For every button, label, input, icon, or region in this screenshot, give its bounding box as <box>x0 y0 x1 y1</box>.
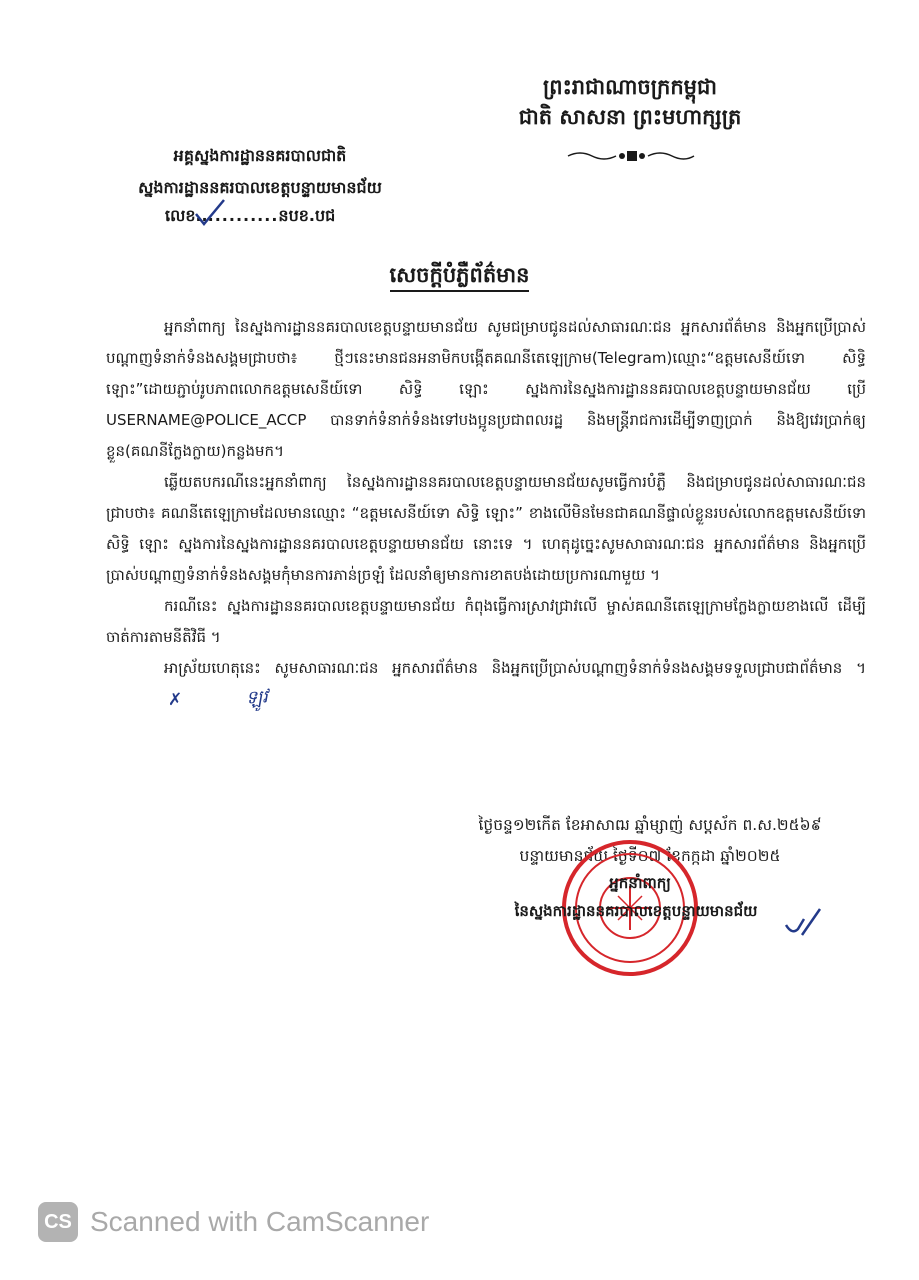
issuing-agency <box>110 140 410 204</box>
paragraph-2: ឆ្លើយតបករណីនេះអ្នកនាំពាក្យ នៃស្នងការដ្ឋាននគរបាលខេត្តបន្ទាយមានជ័យសូមធ្វើការបំភ្លឺ និងជម្រាបជូនដល់សាធារណៈជនជ្រាបថា៖ គណនីតេឡេក្រាមដែលមានឈ្មោះ “ឧត្តមសេនីយ៍ទោ សិទ្ធិ ឡោះ” ខាងលើមិនមែនជាគណនីផ្ទាល់ខ្លួនរបស់លោកឧត្តមសេនីយ៍ទោ សិទ្ធិ ឡោះ ស្នងការនៃស្នងការដ្ឋាននគរបាលខេត្តបន្ទាយមានជ័យ នោះទេ ។ ហេតុដូច្នេះសូមសាធារណៈជន អ្នកសារព័ត៌មាន និងអ្នកប្រើប្រាស់បណ្តាញទំនាក់ទំនងសង្គមកុំមានការភាន់ច្រឡំ ដែលនាំឲ្យមានការខាតបង់ដោយប្រការណាមួយ ។ <box>106 473 866 584</box>
national-motto: ជាតិ សាសនា ព្រះមហាក្សត្រ <box>518 105 742 129</box>
decorative-divider-icon <box>560 146 700 166</box>
handwritten-strike-icon: ✗ <box>168 690 183 710</box>
ref-dots: .......... <box>207 206 279 225</box>
lunar-date: ថ្ងៃចន្ទ១២កើត ខែអាសាឍ ឆ្នាំម្សាញ់ សប្តស័ក ព.ស.២៥៦៩ <box>478 816 822 834</box>
document-title <box>0 262 919 293</box>
paragraph-3: ករណីនេះ ស្នងការដ្ឋាននគរបាលខេត្តបន្ទាយមានជ័យ កំពុងធ្វើការស្រាវជ្រាវលើ ម្ចាស់គណនីតេឡេក្រាមក្លែងក្លាយខាងលើ ដើម្បីចាត់ការតាមនីតិវិធី ។ <box>106 597 866 646</box>
agency-name: ស្នងការដ្ឋាននគរបាលខេត្តបន្ទាយមានជ័យ <box>138 178 382 197</box>
signer-title: អ្នកនាំពាក្យ <box>609 874 671 892</box>
solar-date: បន្ទាយមានជ័យ ថ្ងៃទី០៧ ខែកក្កដា ឆ្នាំ២០២៥ <box>519 847 781 865</box>
camscanner-logo-icon: CS <box>38 1202 78 1242</box>
body-text <box>106 312 866 716</box>
camscanner-watermark <box>38 1200 429 1244</box>
kingdom-header <box>500 72 760 132</box>
handwritten-check-icon <box>190 198 230 228</box>
ref-prefix: លេខ.. <box>165 206 208 225</box>
paragraph-4 <box>106 653 866 716</box>
camscanner-text: Scanned with CamScanner <box>90 1206 430 1237</box>
handwritten-note: ឡូវ <box>245 686 269 709</box>
kingdom-name: ព្រះរាជាណាចក្រកម្ពុជា <box>542 75 717 99</box>
paragraph-4-text: អាស្រ័យហេតុនេះ សូមសាធារណៈជន អ្នកសារព័ត៌មាន និងអ្នកប្រើប្រាស់បណ្តាញទំនាក់ទំនងសង្គមទទួលជ្រាបជាព័ត៌មាន ។ <box>164 659 866 677</box>
agency-parent: អគ្គស្នងការដ្ឋាននគរបាលជាតិ <box>173 146 347 165</box>
signer-organization: នៃស្នងការដ្ឋាននគរបាលខេត្តបន្ទាយមានជ័យ <box>514 902 758 920</box>
ref-suffix: នបខ.បជ <box>278 206 336 225</box>
signature-icon <box>780 905 830 945</box>
title-text: សេចក្តីបំភ្លឺព័ត៌មាន <box>390 263 530 292</box>
paragraph-1: អ្នកនាំពាក្យ នៃស្នងការដ្ឋាននគរបាលខេត្តបន្ទាយមានជ័យ សូមជម្រាបជូនដល់សាធារណៈជន អ្នកសារព័ត៌មាន និងអ្នកប្រើប្រាស់បណ្តាញទំនាក់ទំនងសង្គមជ្រាបថា៖ ថ្មីៗនេះមានជនអនាមិកបង្កើតគណនីតេឡេក្រាម(Telegram)ឈ្មោះ“ឧត្តមសេនីយ៍ទោ សិទ្ធិ ឡោះ”ដោយភ្ជាប់រូបភាពលោកឧត្តមសេនីយ៍ទោ សិទ្ធិ ឡោះ ស្នងការនៃស្នងការដ្ឋាននគរបាលខេត្តបន្ទាយមានជ័យ ប្រើ USERNAME@POLICE_ACCP បានទាក់ទំនាក់ទំនងទៅបងប្អូនប្រជាពលរដ្ឋ និងមន្ត្រីរាជការដើម្បីទាញប្រាក់ និងឱ្យវេរប្រាក់ឲ្យខ្លួន(គណនីក្លែងក្លាយ)កន្លងមក។ <box>106 318 866 460</box>
